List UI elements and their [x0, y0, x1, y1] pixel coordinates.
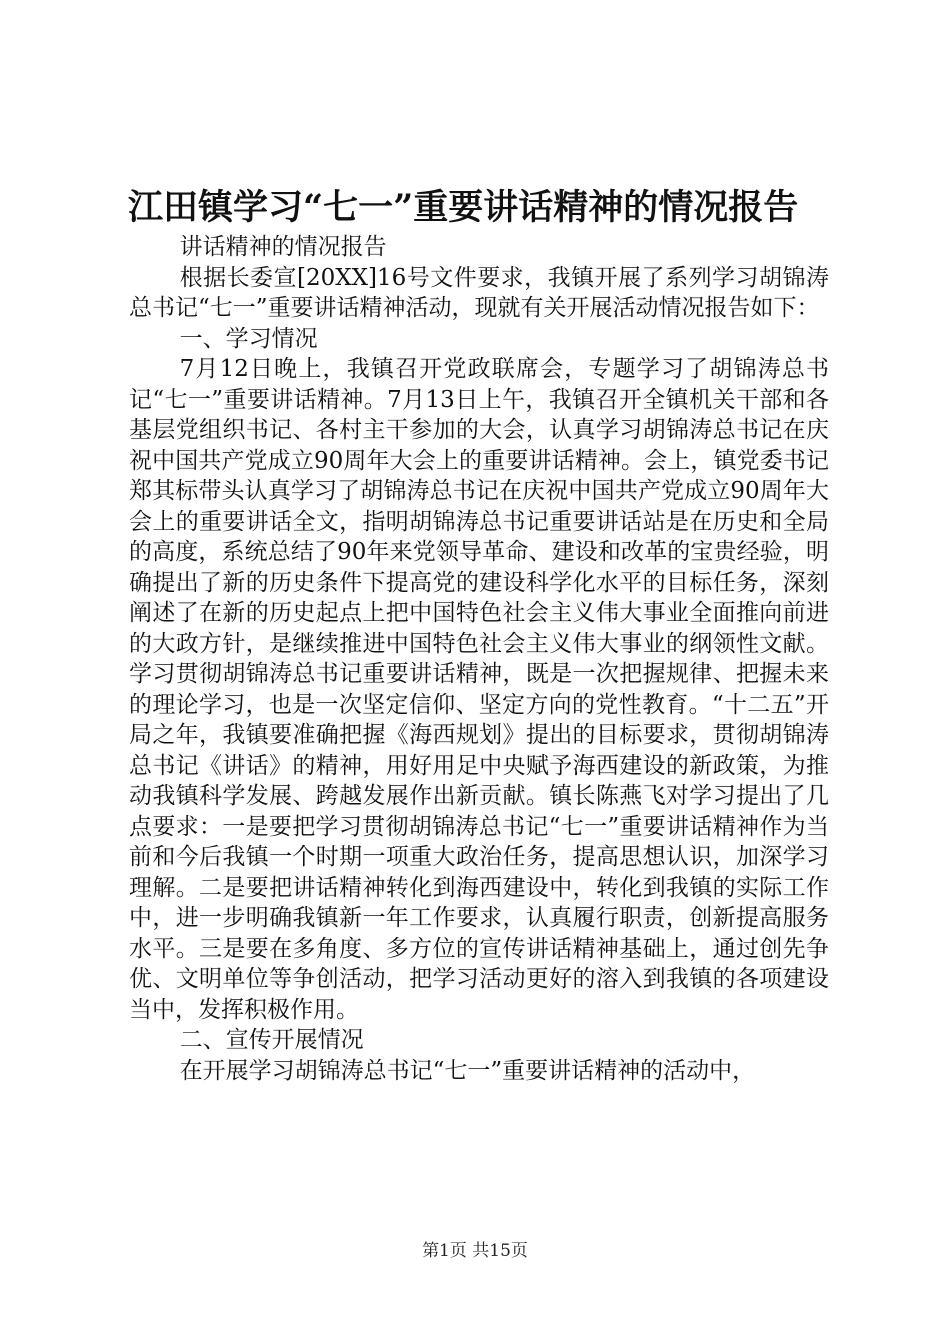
section-body-publicity: 在开展学习胡锦涛总书记“七一”重要讲话精神的活动中， — [179, 1057, 756, 1084]
section-heading-study: 一、学习情况 — [179, 325, 318, 352]
document-subtitle: 讲话精神的情况报告 — [179, 234, 387, 260]
document-body — [129, 232, 829, 1086]
section-heading-publicity: 二、宣传开展情况 — [179, 1027, 364, 1053]
document-title: 江田镇学习“七一”重要讲话精神的情况报告 — [128, 187, 799, 228]
intro-paragraph: 根据长委宣[20XX]16号文件要求，我镇开展了系列学习胡锦涛总书记“七一”重要讲话精神活动，现就有关开展活动情况报告如下： — [129, 264, 829, 321]
page-number-footer: 第1页 共15页 — [422, 1241, 528, 1261]
section-body-study: 7月12日晚上，我镇召开党政联席会，专题学习了胡锦涛总书记“七一”重要讲话精神。7月13日上午，我镇召开全镇机关干部和各基层党组织书记、各村主干参加的大会，认真学习胡锦涛总书记在庆祝中国共产党成立90周年大会上的重要讲话精神。会上，镇党委书记郑其标带头认真学习了胡锦涛总书记在庆祝中国共产党成立90周年大会上的重要讲话全文，指明胡锦涛总书记重要讲话站是在历史和全局的高度，系统总结了90年来党领导革命、建设和改革的宝贵经验，明确提出了新的历史条件下提高党的建设科学化水平的目标任务，深刻阐述了在新的历史起点上把中国特色社会主义伟大事业全面推向前进的大政方针，是继续推进中国特色社会主义伟大事业的纲领性文献。学习贯彻胡锦涛总书记重要讲话精神，既是一次把握规律、把握未来的理论学习，也是一次坚定信仰、坚定方向的党性教育。“十二五”开局之年，我镇要准确把握《海西规划》提出的目标要求，贯彻胡锦涛总书记《讲话》的精神，用好用足中央赋予海西建设的新政策，为推动我镇科学发展、跨越发展作出新贡献。镇长陈燕飞对学习提出了几点要求：一是要把学习贯彻胡锦涛总书记“七一”重要讲话精神作为当前和今后我镇一个时期一项重大政治任务，提高思想认识，加深学习理解。二是要把讲话精神转化到海西建设中，转化到我镇的实际工作中，进一步明确我镇新一年工作要求，认真履行职责，创新提高服务水平。三是要在多角度、多方位的宣传讲话精神基础上，通过创先争优、文明单位等争创活动，把学习活动更好的溶入到我镇的各项建设当中，发挥积极作用。 — [129, 356, 829, 1023]
